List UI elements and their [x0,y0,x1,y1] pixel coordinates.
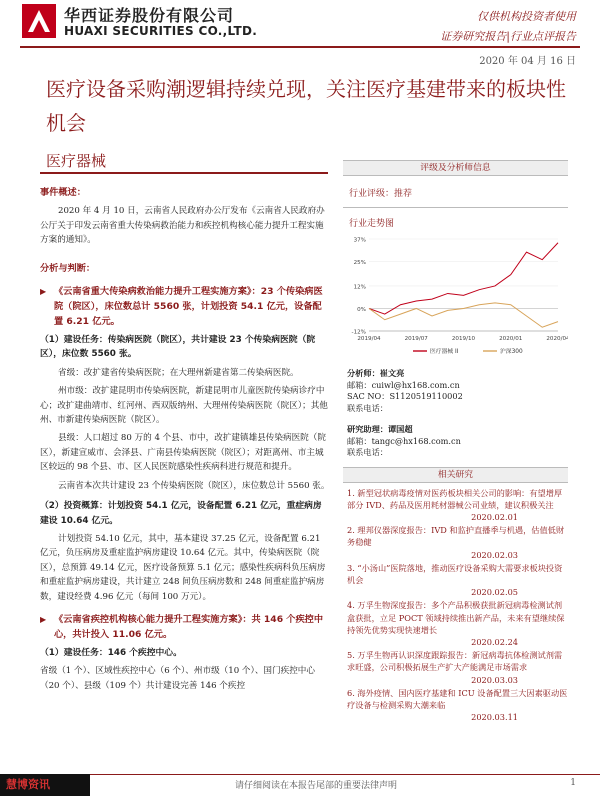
analyst-block [343,368,568,459]
rating-box-title: 评级及分析师信息 [343,160,568,176]
header-divider [20,46,580,48]
footer-divider [0,774,600,775]
x-tick-label: 2019/10 [451,336,476,342]
related-item[interactable]: 2. 理邦仪器深度报告：IVD 和监护直播季与机遇，估值低财务稳健 2020.02.03 [347,525,565,560]
analysis-heading: 分析与判断： [40,262,96,274]
page-number: 1 [570,778,576,788]
assistant-label: 研究助理： [347,424,388,434]
company-name-en: HUAXI SECURITIES CO.,LTD. [64,24,258,38]
related-item[interactable]: 1. 新型冠状病毒疫情对医药板块相关公司的影响：有望增厚部分 IVD、药品及医用耗材器械公司业绩，建议积极关注 2020.02.01 [347,487,563,522]
sidebar-divider [343,207,568,208]
x-tick-label: 2020/04 [546,336,568,342]
series-line [369,243,558,314]
report-footer [0,766,600,800]
paragraph: 省级：改扩建省传染病医院；在大理州新建省第二传染病医院。 [58,367,299,378]
y-tick-label: 25% [353,260,366,267]
paragraph: 云南省本次共计建设 23 个传染病医院（院区），床位数总计 5560 张。 [58,480,330,491]
x-tick-label: 2019/04 [357,336,381,342]
analyst-name: 崔文亮 [379,368,405,378]
cdc-task-heading: （1）建设任务：146 个疾控中心。 [40,647,182,658]
analyst-email[interactable]: 邮箱：cuiwl@hx168.com.cn [347,379,460,390]
related-item[interactable]: 6. 海外疫情、国内医疗基建和 ICU 设备配置三大因素驱动医疗设备与检测采购大潮来临 2020.03.11 [347,687,568,723]
company-name-cn: 华西证券股份有限公司 [64,6,235,25]
main-column [40,180,330,693]
related-item[interactable]: 5. 万孚生物再认识深度跟踪报告：新冠病毒抗体检测试剂需求旺盛，公司积极拓展生产扩大产能满足市场需求 2020.03.03 [347,650,563,685]
y-tick-label: 0% [357,306,366,313]
bullet-infectious-plan: ▶ 《云南省重大传染病救治能力提升工程实施方案》：23 个传染病医院（院区），床位数总计 5560 张，计划投资 54.1 亿元，设备配置 6.21 亿元。 [40,284,330,329]
task-heading: （1）建设任务：传染病医院（院区），共计建设 23 个传染病医院（院区），床位数 5560 张。 [40,335,316,360]
paragraph: 省级（1 个）、区域性疾控中心（6 个）、州市级（10 个）、国门疾控中心（20 个）、县级（109 个）共计建设完善 146 个疾控 [40,666,315,691]
analyst-sac: SAC NO：S1120519110002 [347,391,463,401]
legend-label: 沪深300 [500,349,523,355]
trend-label: 行业走势图 [349,219,395,229]
paragraph: 州市级：改扩建昆明市传染病医院，新建昆明市儿童医院传染病诊疗中心；改扩建曲靖市、红河州、西双版纳州、大理州传染病医院（院区）；其他州、市新建传染病医院（院区）。 [40,386,328,426]
event-text: 2020 年 4 月 10 日，云南省人民政府办公厅发布《云南省人民政府办公厅关于印发云南省重大传染病救治能力和疾控机构核心能力提升工程实施方案的通知》。 [40,206,325,246]
report-date: 2020 年 04 月 16 日 [479,56,576,67]
related-research-list [343,487,568,724]
audience-tag: 仅供机构投资者使用 [477,10,576,23]
industry-rating: 行业评级：推荐 [349,189,413,199]
huaxi-logo-icon [22,4,56,38]
budget-heading: （2）投资概算：计划投资 54.1 亿元，设备配置 6.21 亿元，重症病房建设 10.64 亿元。 [40,501,322,526]
related-item[interactable]: 3. “小汤山”医院落地，推动医疗设备采购大需要求板块投资机会 2020.02.05 [347,562,563,598]
report-type-tag: 证券研究报告|行业点评报告 [440,30,576,43]
report-title: 医疗设备采购潮逻辑持续兑现，关注医疗基建带来的板块性机会 [46,77,566,135]
legend-label: 医疗器械 II [430,349,459,355]
analyst-label: 分析师： [347,368,380,378]
footer-logo: 慧博资讯 [6,778,50,791]
x-tick-label: 2020/01 [499,336,523,342]
bullet-cdc-plan: ▶ 《云南省疾控机构核心能力提升工程实施方案》：共 146 个疾控中心，共计投入 11.06 亿元。 [40,612,330,642]
x-tick-label: 2019/07 [404,336,428,342]
sector-divider [40,172,328,174]
industry-trend-chart [343,233,568,359]
paragraph: 计划投资 54.10 亿元，其中，基本建设 37.25 亿元，设备配置 6.21 亿元，负压病房及重症监护病房建设 10.64 亿元。其中，传染病医院（院区），总预算 49.14 亿元，医疗设备预算 5.1 亿元；感染性疾病科负压病房和重症监护病房建设，共计建立 248 间负压病房数和 248 间重症监护病房数，建设经费 4.96 亿元（每间 100 万元）。 [40,533,326,602]
y-tick-label: 37% [353,237,366,244]
related-item[interactable]: 4. 万孚生物深度报告：多个产品积极获批新冠病毒检测试剂盒获批，立足 POCT 领域持续推出新产品，未来有望继续保持领先优势实现快速增长 2020.02.24 [347,600,565,647]
y-tick-label: -12% [351,329,366,336]
assistant-email[interactable]: 邮箱：tangc@hx168.com.cn [347,435,461,446]
paragraph: 县级：人口超过 80 万的 4 个县、市中，改扩建镇雄县传染病医院（院区），新建宣威市、会泽县、广南县传染病医院（院区）；对距离州、市主城区较远的 98 个县、市、区人民医院感染性疾病科进行规范和提升。 [40,433,326,473]
sidebar [343,160,568,723]
sector-label: 医疗器械 [46,152,107,170]
analyst-phone: 联系电话： [347,402,388,413]
assistant-phone: 联系电话： [347,447,388,457]
report-header [0,0,600,67]
related-research-title: 相关研究 [343,467,568,483]
footer-disclaimer: 请仔细阅读在本报告尾部的重要法律声明 [235,781,398,791]
assistant-name: 谭国超 [387,424,413,434]
event-heading: 事件概述： [40,187,86,198]
y-tick-label: 12% [353,284,366,291]
